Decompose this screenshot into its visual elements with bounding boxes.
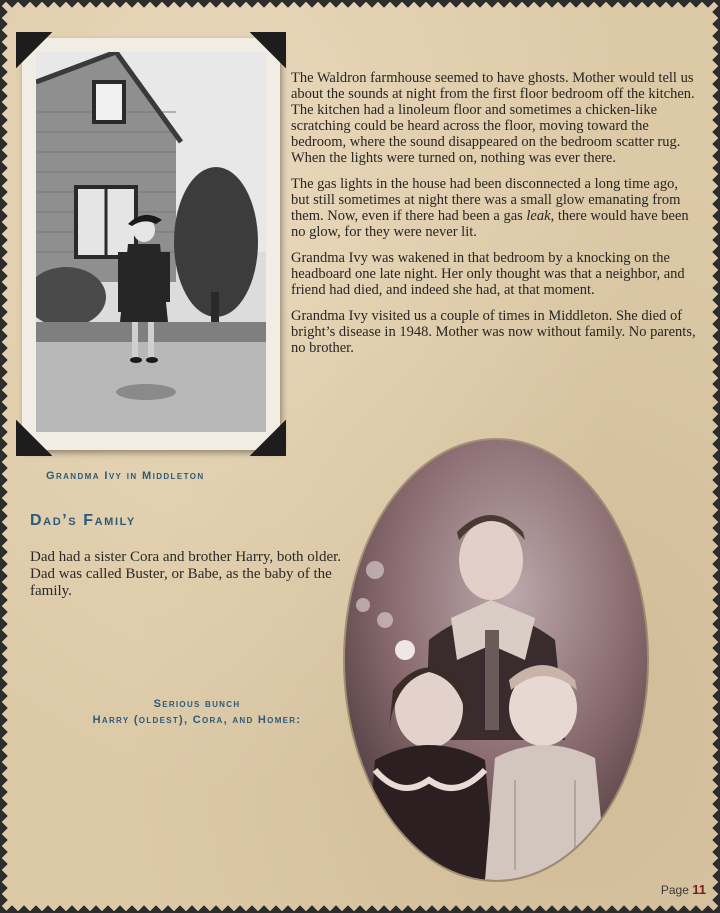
zigzag-border-top bbox=[0, 0, 720, 10]
story-text bbox=[291, 70, 696, 366]
paragraph-2: The gas lights in the house had been disconnected a long time ago, but still sometimes at night there was a small glow emanating from them. Now, even if there had been a gas leak, there would have been no glow, for they were never lit. bbox=[291, 176, 689, 240]
house-and-woman-illustration bbox=[36, 52, 266, 432]
group-photo-caption bbox=[52, 696, 342, 728]
photo-corner-top-right bbox=[250, 32, 286, 68]
photo-corner-bottom-right bbox=[250, 420, 286, 456]
group-caption-line-2: Harry (oldest), Cora, and Homer: bbox=[92, 714, 302, 726]
group-caption-line-1: Serious bunch bbox=[153, 698, 241, 710]
dad-family-paragraph: Dad had a sister Cora and brother Harry, both older. Dad was called Buster, or Babe, as the baby of the family. bbox=[30, 549, 342, 599]
zigzag-border-right bbox=[710, 0, 720, 913]
zigzag-border-bottom bbox=[0, 903, 720, 913]
page-number bbox=[661, 882, 706, 897]
photo-image bbox=[36, 52, 266, 432]
page-number-value: 11 bbox=[692, 882, 706, 897]
paragraph-3: Grandma Ivy was wakened in that bedroom by a knocking on the headboard one late night. Her only thought was that a neighbor, and friend had died, and indeed she had, at that moment. bbox=[291, 250, 685, 298]
photo-corner-top-left bbox=[16, 32, 52, 68]
section-heading: Dad’s Family bbox=[30, 512, 136, 529]
page-label: Page bbox=[660, 883, 689, 897]
paragraph-4: Grandma Ivy visited us a couple of times in Middleton. She died of bright’s disease in 1948. Mother was now without family. No parents, no brother. bbox=[291, 308, 696, 356]
three-children-illustration bbox=[345, 440, 647, 880]
grandma-ivy-photo bbox=[22, 38, 280, 450]
siblings-oval-photo bbox=[345, 440, 647, 880]
zigzag-border-left bbox=[0, 0, 10, 913]
photo-caption: Grandma Ivy in Middleton bbox=[46, 470, 205, 482]
paragraph-1: The Waldron farmhouse seemed to have ghosts. Mother would tell us about the sounds at night from the first floor bedroom off the kitchen. The kitchen had a linoleum floor and sometimes a chicken-like scratching could be heard across the floor, moving toward the bedroom, where the sound disappeared on the bedroom scatter rug. When the lights were turned on, nothing was ever there. bbox=[291, 70, 695, 166]
photo-corner-bottom-left bbox=[16, 420, 52, 456]
